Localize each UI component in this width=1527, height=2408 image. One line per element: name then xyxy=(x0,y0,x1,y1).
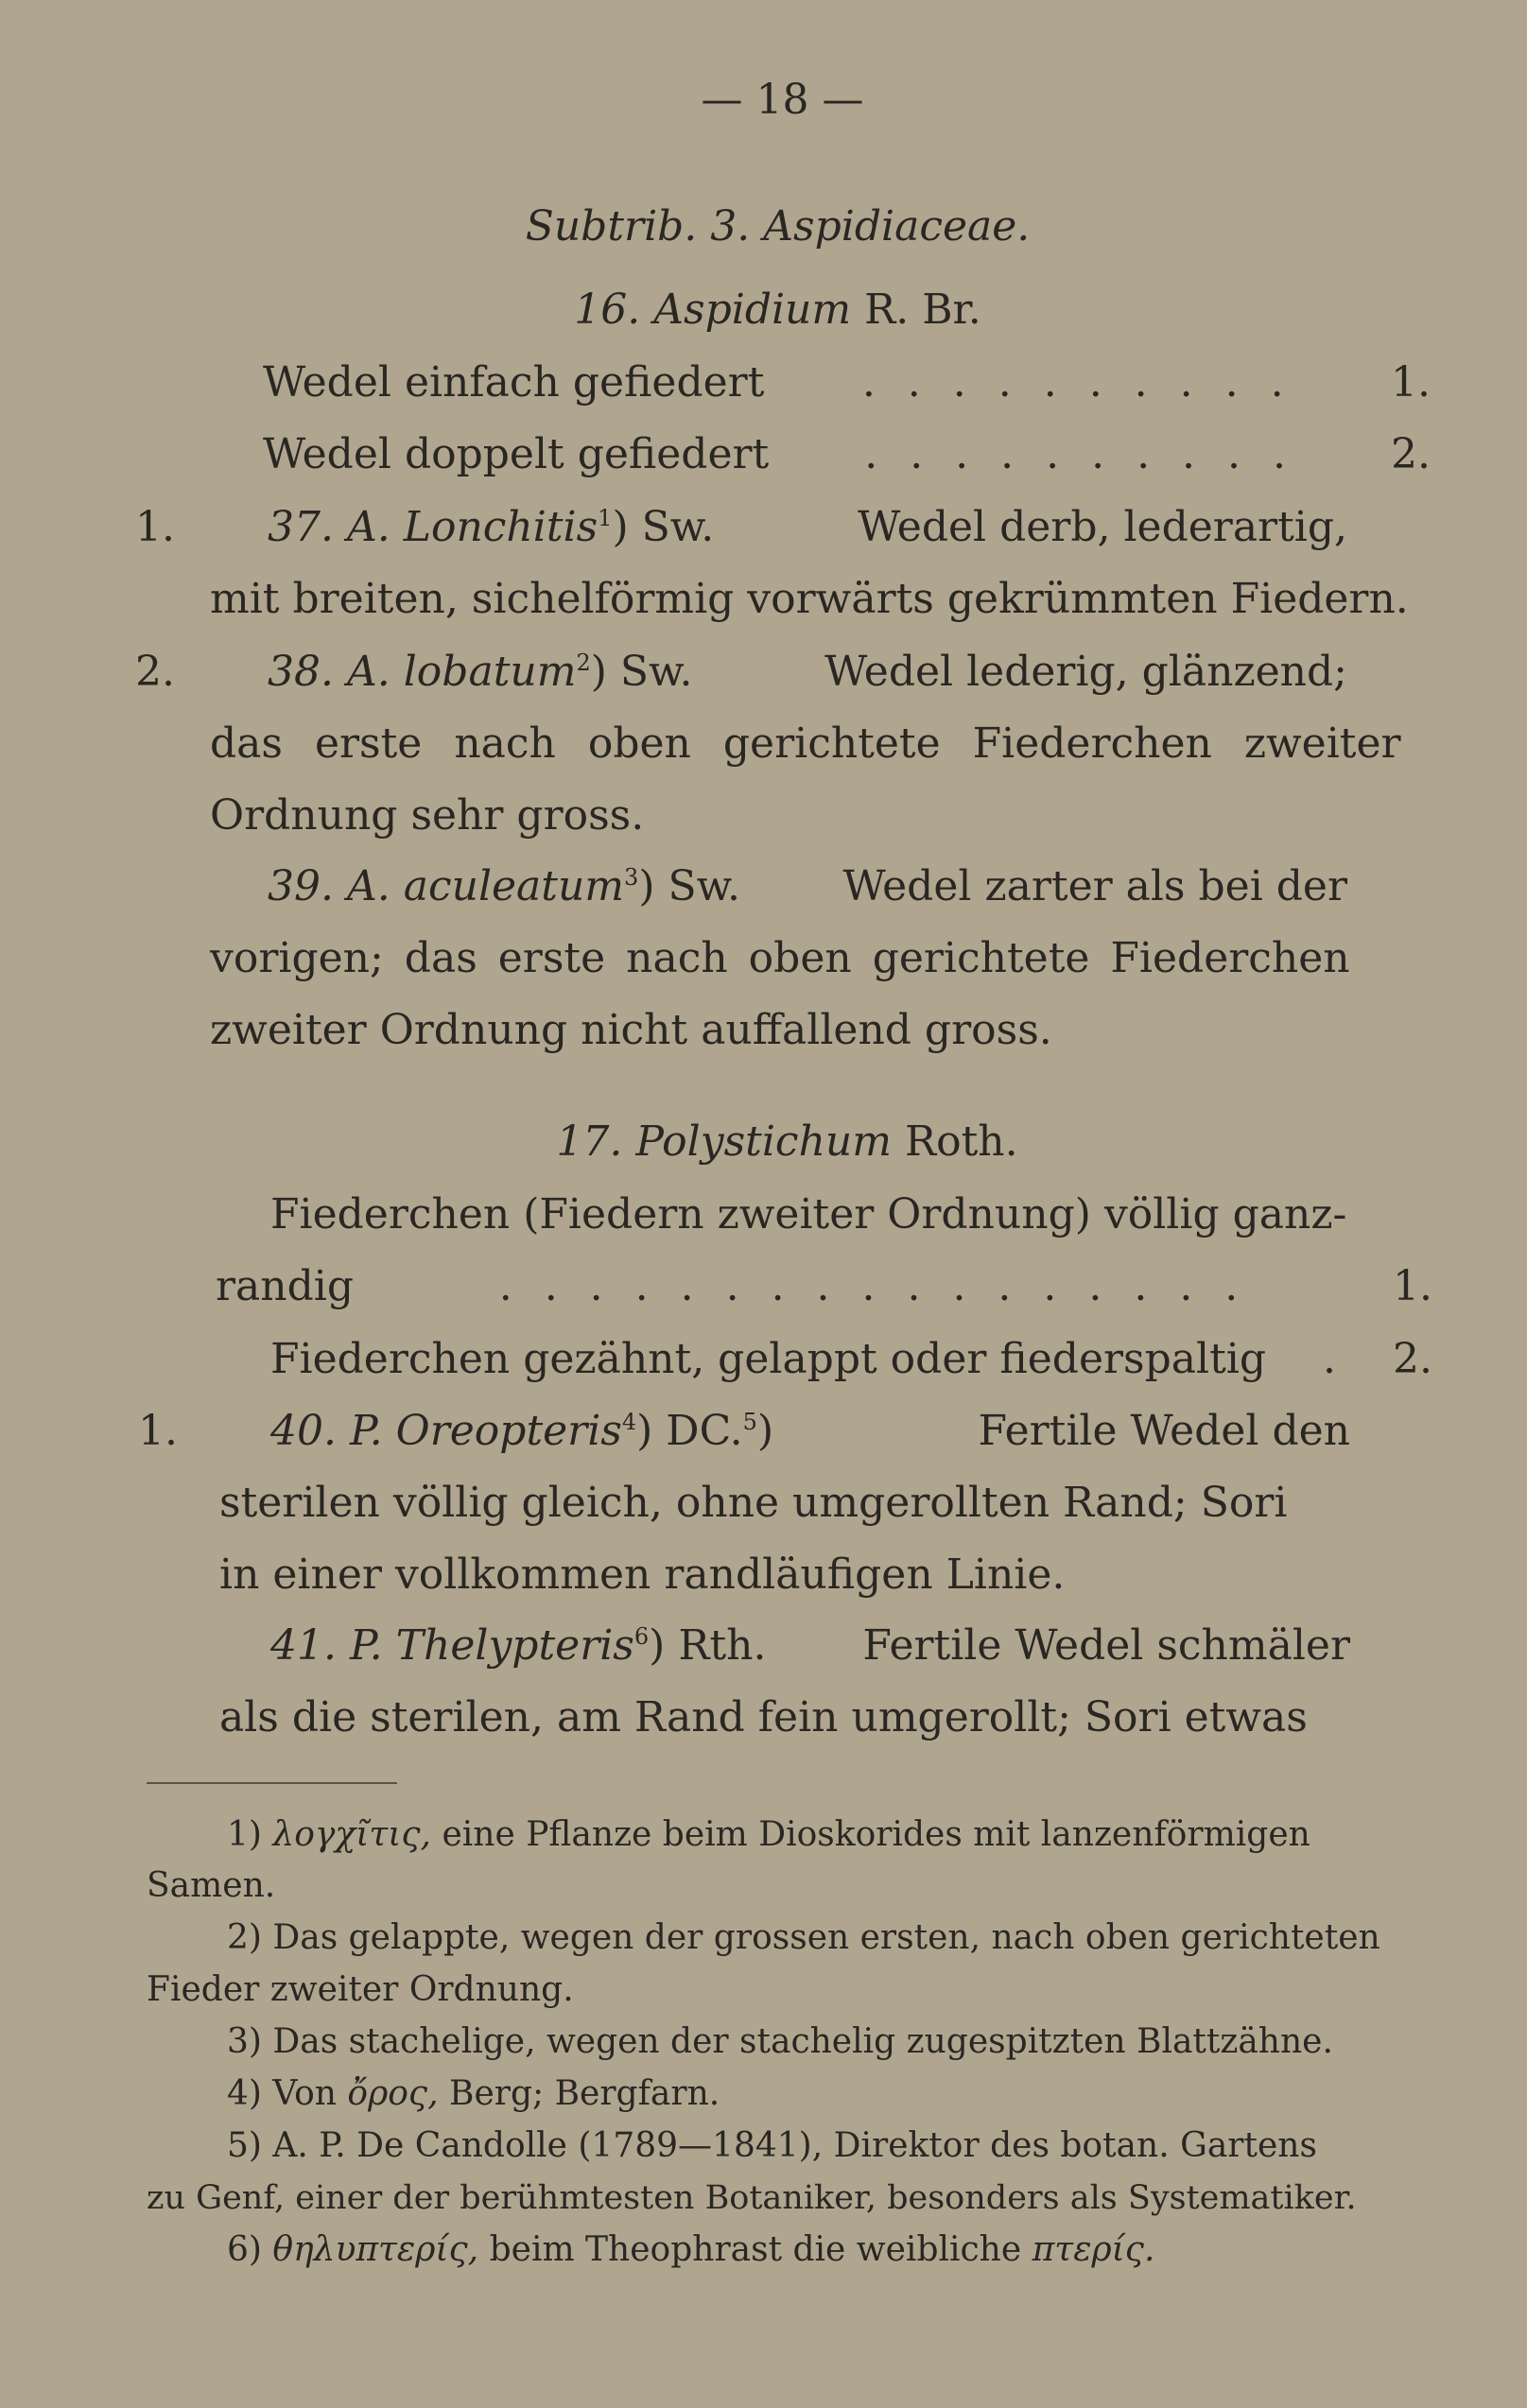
species-name: P. Oreopteris xyxy=(349,1407,622,1455)
footnote-continuation: Fieder zweiter Ordnung. xyxy=(147,1970,574,2009)
key-line xyxy=(263,428,1431,481)
footnote-ref: 4 xyxy=(621,1409,637,1435)
subtribe-name: Aspidiaceae. xyxy=(763,202,1031,251)
species-description: in einer vollkommen randläufigen Linie. xyxy=(219,1550,1066,1599)
species-author: Sw. xyxy=(668,862,741,910)
species-description: sterilen völlig gleich, ohne umgerollten Rand; Sori xyxy=(219,1479,1288,1527)
key-text: Fiederchen (Fiedern zweiter Ordnung) völlig ganz- xyxy=(270,1190,1347,1239)
species-description: vorigen; das erste nach oben gerichtete Fiederchen xyxy=(210,934,1350,982)
genus-heading xyxy=(0,1116,1527,1169)
footnote: 6) θηλυπτερίς, beim Theophrast die weibliche πτερίς. xyxy=(227,2230,1155,2269)
species-name: A. aculeatum xyxy=(346,862,625,910)
footnote-continuation: Samen. xyxy=(147,1866,276,1905)
species-entry-line xyxy=(268,646,1347,699)
key-target: 1. xyxy=(1391,358,1431,407)
footnote-ref: 3 xyxy=(624,864,639,891)
species-name: A. lobatum xyxy=(346,648,577,696)
footnote: 2) Das gelappte, wegen der grossen ersten, nach oben gerichteten xyxy=(227,1918,1380,1957)
species-description: zweiter Ordnung nicht auffallend gross. xyxy=(210,1006,1052,1054)
key-leader-dots: . . . . . . . . . . . . . . . . . xyxy=(498,1262,1248,1310)
footnote-separator xyxy=(147,1782,397,1784)
species-description: Ordnung sehr gross. xyxy=(210,791,645,840)
species-author: DC. xyxy=(666,1407,743,1455)
species-entry-line xyxy=(268,860,1347,913)
species-name: P. Thelypteris xyxy=(349,1621,634,1670)
species-header: 39. A. aculeatum$^3$) Sw. xyxy=(268,862,741,910)
genus-name: Polystichum xyxy=(635,1117,892,1166)
species-description: Wedel zarter als bei der xyxy=(842,862,1347,910)
key-text: Fiederchen gezähnt, gelappt oder fiederspaltig xyxy=(270,1335,1266,1383)
species-description: als die sterilen, am Rand fein umgerollt; Sori etwas xyxy=(219,1693,1308,1741)
key-leader-dots: . . . . . . . . . . xyxy=(861,358,1293,407)
species-author: Sw. xyxy=(619,648,693,696)
footnote: 5) A. P. De Candolle (1789—1841), Direktor des botan. Gartens xyxy=(227,2126,1317,2165)
species-description: Fertile Wedel schmäler xyxy=(862,1621,1350,1670)
species-entry-line xyxy=(270,1405,1350,1458)
key-marker: 1. xyxy=(135,503,175,551)
key-leader-dots: . . . . . . . . . . xyxy=(864,430,1295,478)
species-header: 38. A. lobatum$^2$) Sw. xyxy=(268,648,693,696)
key-line xyxy=(263,356,1431,409)
key-target: 2. xyxy=(1393,1335,1432,1383)
key-target: 1. xyxy=(1393,1262,1432,1310)
genus-author: Roth. xyxy=(904,1117,1018,1166)
species-author: Sw. xyxy=(641,503,715,551)
greek-term: ὄρος, xyxy=(347,2074,439,2113)
species-description: Fertile Wedel den xyxy=(978,1407,1350,1455)
species-entry-line xyxy=(268,501,1347,554)
footnote-ref: 5 xyxy=(742,1409,757,1435)
footnote-ref: 1 xyxy=(598,505,613,531)
footnote: 4) Von ὄρος, Berg; Bergfarn. xyxy=(227,2074,720,2113)
greek-term: θηλυπτερίς, xyxy=(272,2230,479,2269)
species-header: 40. P. Oreopteris$^4$) DC.$^5$) xyxy=(270,1407,774,1455)
key-text: randig xyxy=(216,1262,355,1310)
footnote-ref: 2 xyxy=(576,650,591,676)
key-text: Wedel doppelt gefiedert xyxy=(263,430,770,478)
species-name: A. Lonchitis xyxy=(346,503,599,551)
genus-number: 16. xyxy=(574,286,641,334)
greek-term: πτερίς. xyxy=(1032,2230,1155,2269)
genus-number: 17. xyxy=(556,1117,623,1166)
footnote-ref: 6 xyxy=(633,1623,650,1650)
species-description: das erste nach oben gerichtete Fiederchen zweiter xyxy=(210,719,1401,768)
footnote-continuation: zu Genf, einer der berühmtesten Botaniker, besonders als Systematiker. xyxy=(147,2179,1357,2217)
key-line xyxy=(270,1333,1432,1386)
species-header: 37. A. Lonchitis$^1$) Sw. xyxy=(268,503,715,551)
key-target: 2. xyxy=(1391,430,1431,478)
page-number: — 18 — xyxy=(701,76,864,124)
subtribe-number: 3. xyxy=(710,202,751,251)
greek-term: λογχῖτις, xyxy=(272,1815,431,1854)
species-entry-line xyxy=(270,1620,1350,1672)
genus-heading xyxy=(0,284,1527,337)
subtribe-label: Subtrib. xyxy=(525,202,698,251)
key-text: Wedel einfach gefiedert xyxy=(263,358,765,407)
species-author: Rth. xyxy=(678,1621,767,1670)
footnote: 1) λογχῖτις, eine Pflanze beim Dioskorides mit lanzenförmigen xyxy=(227,1815,1310,1854)
key-marker: 2. xyxy=(135,648,175,696)
species-description: mit breiten, sichelförmig vorwärts gekrümmten Fiedern. xyxy=(210,575,1409,623)
key-line xyxy=(216,1260,1432,1313)
genus-author: R. Br. xyxy=(864,286,981,334)
key-leader-dots: . xyxy=(1323,1335,1336,1383)
subtribe-heading xyxy=(0,200,1527,253)
species-description: Wedel lederig, glänzend; xyxy=(824,648,1347,696)
key-marker: 1. xyxy=(138,1407,178,1455)
species-description: Wedel derb, lederartig, xyxy=(858,503,1347,551)
footnote: 3) Das stachelige, wegen der stachelig zugespitzten Blattzähne. xyxy=(227,2022,1333,2061)
genus-name: Aspidium xyxy=(653,286,852,334)
species-header: 41. P. Thelypteris$^6$) Rth. xyxy=(270,1621,767,1670)
